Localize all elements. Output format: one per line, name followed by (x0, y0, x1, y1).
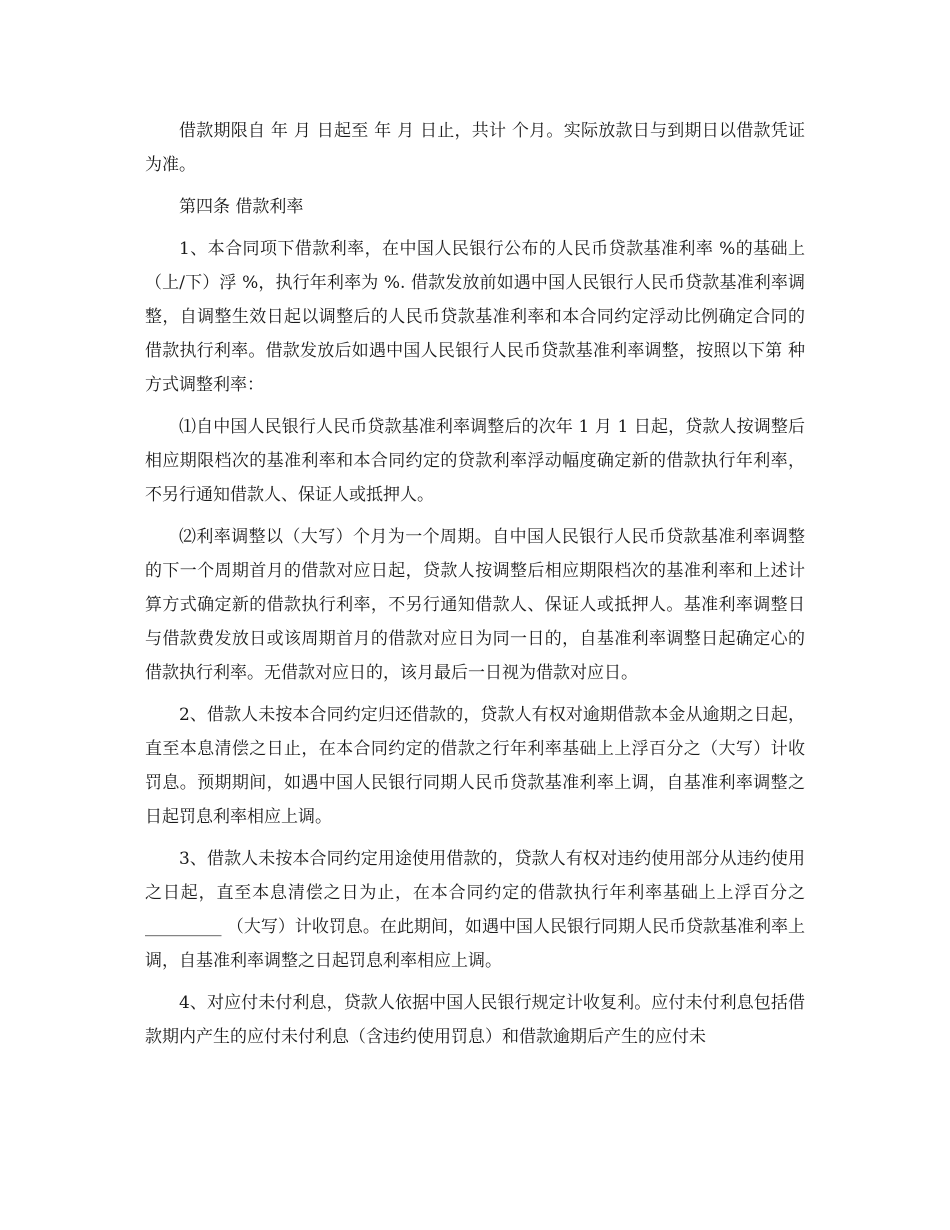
clause-1-paragraph: 1、本合同项下借款利率，在中国人民银行公布的人民币贷款基准利率 %的基础上（上/下）浮 %，执行年利率为 %. 借款发放前如遇中国人民银行人民币贷款基准利率调整，自调整生效日起以调整后的人民币贷款基准利率和本合同约定浮动比例确定合同的借款执行利率。借款发放后如遇中国人民银行人民币贷款基准利率调整，按照以下第 种方式调整利率： (145, 239, 805, 395)
article-four-heading: 第四条 借款利率 (179, 197, 304, 217)
clause-1-option-2-paragraph: ⑵利率调整以（大写）个月为一个周期。自中国人民银行人民币贷款基准利率调整的下一个周期首月的借款对应日起，贷款人按调整后相应期限档次的基准利率和上述计算方式确定新的借款执行利率，不另行通知借款人、保证人或抵押人。基准利率调整日与借款费发放日或该周期首月的借款对应日为同一日的，自基准利率调整日起确定心的借款执行利率。无借款对应日的，该月最后一日视为借款对应日。 (145, 527, 805, 683)
loan-term-paragraph: 借款期限自 年 月 日起至 年 月 日止，共计 个月。实际放款日与到期日以借款凭证为准。 (145, 121, 805, 175)
clause-3-paragraph: 3、借款人未按本合同约定用途使用借款的，贷款人有权对违约使用部分从违约使用之日起，直至本息清偿之日为止，在本合同约定的借款执行年利率基础上上浮百分之_________ （大写）计收罚息。在此期间，如遇中国人民银行同期人民币贷款基准利率上调，自基准利率调整之日起罚息利率相应上调。 (145, 849, 805, 971)
clause-1-option-1-paragraph: ⑴自中国人民银行人民币贷款基准利率调整后的次年 1 月 1 日起，贷款人按调整后相应期限档次的基准利率和本合同约定的贷款利率浮动幅度确定新的借款执行年利率，不另行通知借款人、保证人或抵押人。 (145, 417, 805, 505)
clause-4-paragraph: 4、对应付未付利息，贷款人依据中国人民银行规定计收复利。应付未付利息包括借款期内产生的应付未付利息（含违约使用罚息）和借款逾期后产生的应付未 (145, 993, 805, 1047)
document-body (145, 114, 805, 1062)
clause-2-paragraph: 2、借款人未按本合同约定归还借款的，贷款人有权对逾期借款本金从逾期之日起，直至本息清偿之日止，在本合同约定的借款之行年利率基础上上浮百分之（大写）计收罚息。预期期间，如遇中国人民银行同期人民币贷款基准利率上调，自基准利率调整之日起罚息利率相应上调。 (145, 705, 805, 827)
